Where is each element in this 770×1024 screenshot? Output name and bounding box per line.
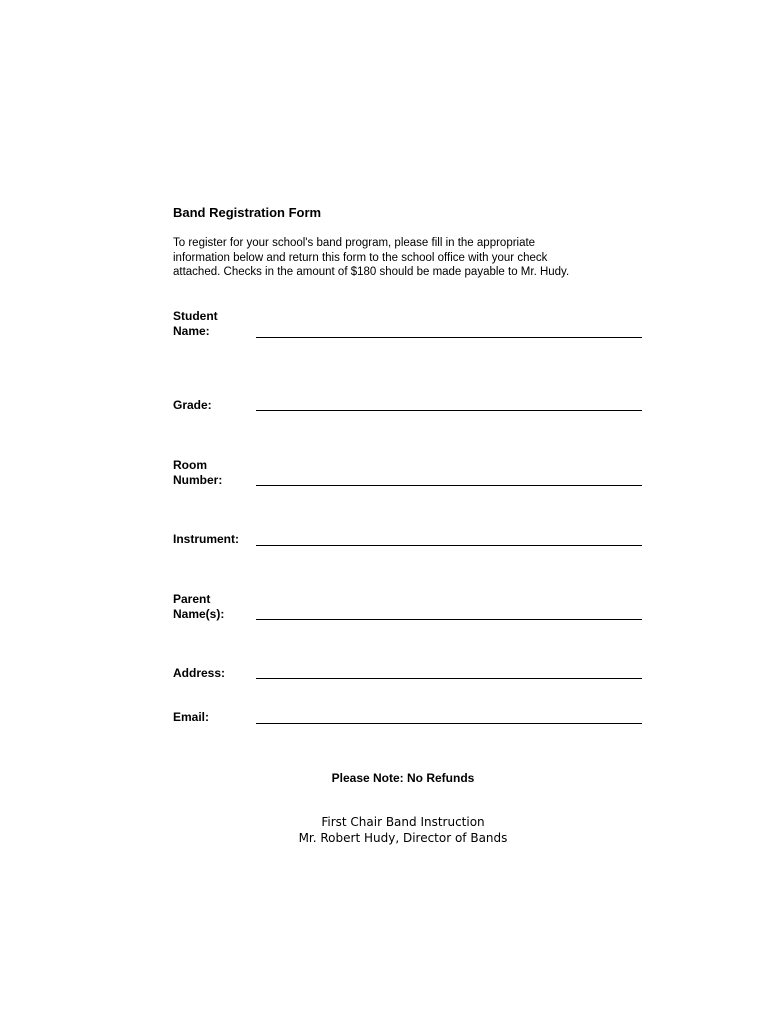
student-name-label	[173, 309, 253, 339]
grade-label	[173, 398, 253, 413]
email-field[interactable]	[256, 723, 642, 724]
instrument-label	[173, 532, 253, 547]
label-line: Room	[173, 458, 207, 472]
label-line: Name(s):	[173, 607, 225, 621]
grade-field[interactable]	[256, 410, 642, 411]
label-line: Email:	[173, 710, 210, 724]
student-name-field[interactable]	[256, 337, 642, 338]
parent-names-field[interactable]	[256, 619, 642, 620]
label-line: Grade:	[173, 398, 212, 412]
label-line: Address:	[173, 666, 226, 680]
intro-line: information below and return this form to the school office with your check	[173, 251, 548, 264]
form-title: Band Registration Form	[173, 205, 322, 220]
label-line: Student	[173, 309, 218, 323]
room-number-label	[173, 458, 253, 488]
instrument-field[interactable]	[256, 545, 642, 546]
form-intro	[173, 236, 613, 280]
label-line: Number:	[173, 473, 223, 487]
room-number-field[interactable]	[256, 485, 642, 486]
footer	[0, 815, 770, 846]
address-label	[173, 666, 253, 681]
label-line: Name:	[173, 324, 210, 338]
parent-names-label	[173, 592, 253, 622]
email-label	[173, 710, 253, 725]
intro-line: attached. Checks in the amount of $180 should be made payable to Mr. Hudy.	[173, 266, 570, 278]
label-line: Instrument:	[173, 532, 239, 546]
footer-director: Mr. Robert Hudy, Director of Bands	[298, 830, 508, 845]
intro-line: To register for your school's band program, please fill in the appropriate	[173, 237, 536, 249]
refund-note: Please Note: No Refunds	[331, 771, 475, 785]
label-line: Parent	[173, 592, 211, 606]
footer-organization: First Chair Band Instruction	[321, 815, 485, 829]
address-field[interactable]	[256, 678, 642, 679]
